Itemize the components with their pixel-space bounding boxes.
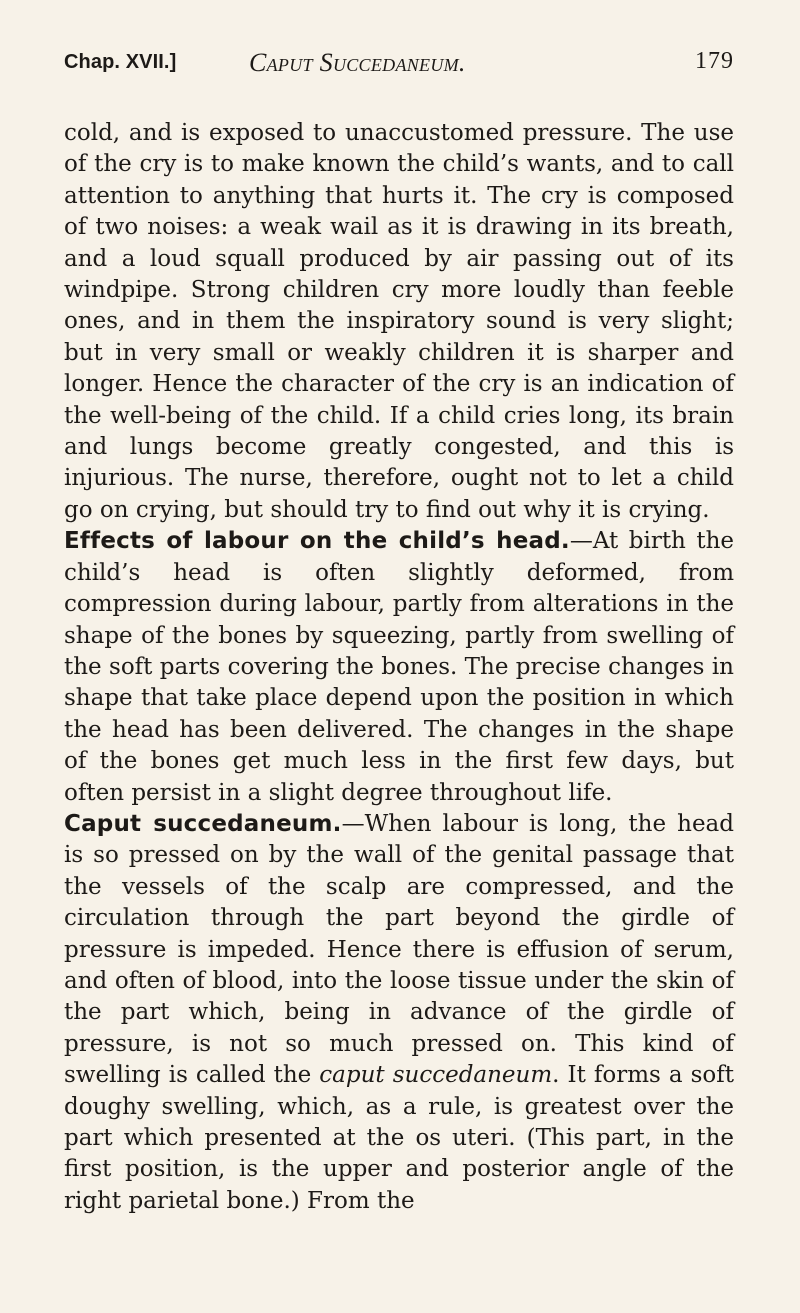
paragraph-cry-text: cold, and is exposed to unaccustomed pressure. The use of the cry is to make known the child’s wants, and to call attention to anything that hurts it. The cry is composed of two noises: a weak wail as it is drawing in its breath, and a loud squall produced by air passing out of its windpipe. Strong children cry more loudly than feeble ones, and in them the inspiratory sound is very slight; but in very small or weakly children it is sharper and longer. Hence the character of the cry is an indication of the well-being of the child. If a child cries long, its brain and lungs become greatly congested, and this is injurious. The nurse, therefore, ought not to let a child go on crying, but should try to find out why it is crying. — [64, 120, 734, 523]
page-body — [64, 118, 734, 1217]
paragraph-caput-succedaneum — [64, 809, 734, 1217]
paragraph-caput-succedaneum-text-before: —When labour is long, the head is so pressed on by the wall of the genital passage that the vessels of the scalp are compressed, and the circulation through the part beyond the girdle of pressure is impeded. Hence there is effusion of serum, and often of blood, into the loose tissue under the skin of the part which, being in advance of the girdle of pressure, is not so much pressed on. This kind of swelling is called the — [64, 810, 734, 1089]
running-title: Caput Succedaneum. — [249, 48, 466, 77]
section-heading-effects-of-labour: Effects of labour on the child’s head. — [64, 528, 570, 555]
paragraph-effects-of-labour-text: —At birth the child’s head is often slightly deformed, from compression during labour, partly from alterations in the shape of the bones by squeezing, partly from swelling of the soft parts covering the bones. The precise changes in shape that take place depend upon the position in which the head has been delivered. The changes in the shape of the bones get much less in the first few days, but often persist in a slight degree throughout life. — [64, 528, 734, 806]
paragraph-caput-succedaneum-text-after: . It forms a soft doughy swelling, which, as a rule, is greatest over the part which presented at the os uteri. (This part, in the first position, is the upper and posterior angle of the right parietal bone.) From the — [64, 1062, 735, 1214]
chapter-label: Chap. XVII.] — [64, 51, 177, 73]
page-number: 179 — [695, 48, 734, 74]
running-header — [64, 48, 734, 110]
paragraph-effects-of-labour — [64, 526, 734, 809]
section-heading-caput-succedaneum: Caput succedaneum. — [64, 810, 342, 837]
italic-term-caput-succedaneum: caput succedaneum — [319, 1062, 553, 1089]
paragraph-cry — [64, 118, 734, 526]
